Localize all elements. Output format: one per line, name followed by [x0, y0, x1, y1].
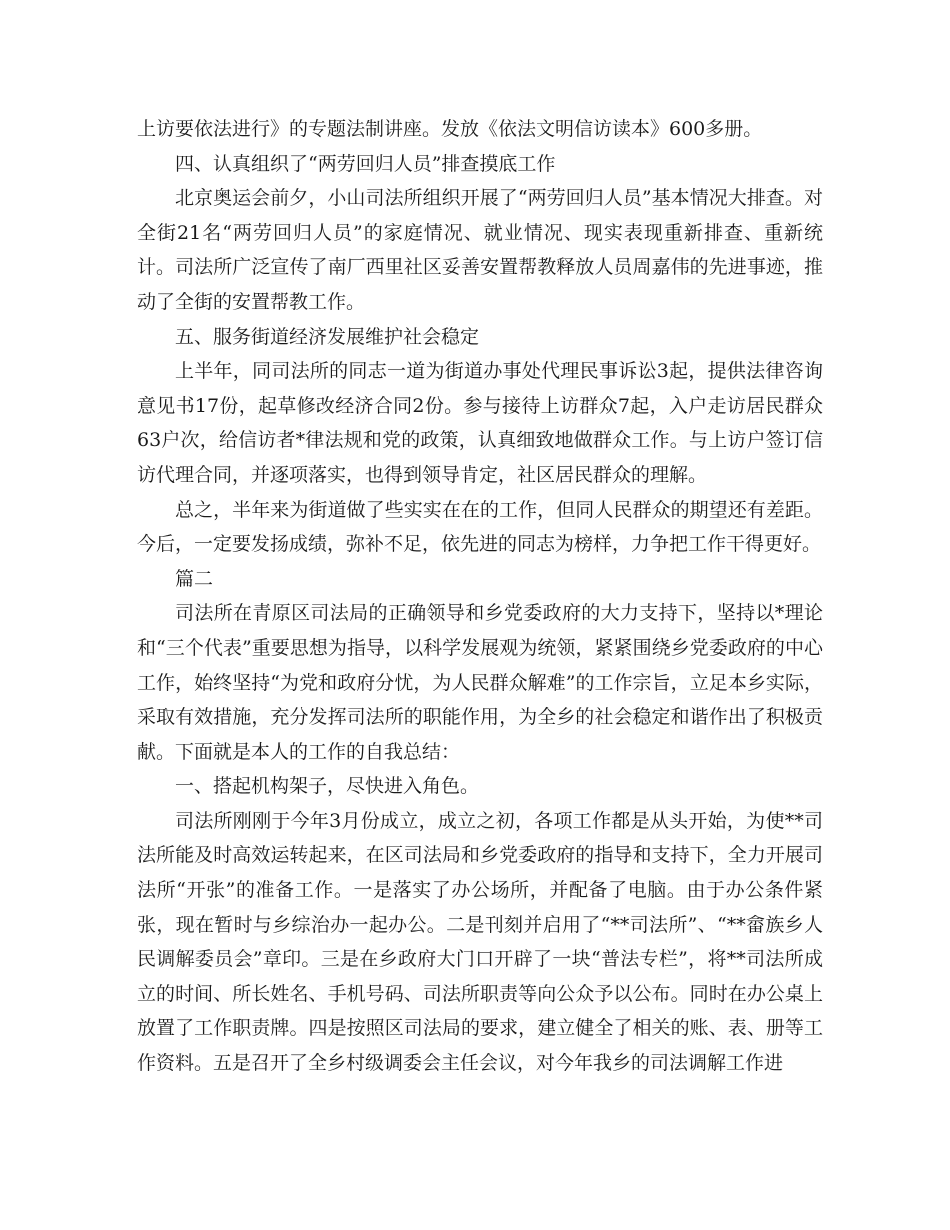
document-body — [137, 112, 823, 1081]
paragraph: 司法所在青原区司法局的正确领导和乡党委政府的大力支持下，坚持以*理论和“三个代表”重要思想为指导，以科学发展观为统领，紧紧围绕乡党委政府的中心工作，始终坚持“为党和政府分忧，为人民群众解难”的工作宗旨，立足本乡实际，采取有效措施，充分发挥司法所的职能作用，为全乡的社会稳定和谐作出了积极贡献。下面就是本人的工作的自我总结： — [137, 602, 823, 763]
paragraph: 上访要依法进行》的专题法制讲座。发放《依法文明信访读本》600多册。 — [137, 118, 763, 140]
section-heading: 一、搭起机构架子，尽快进入角色。 — [175, 775, 480, 798]
section-heading: 五、服务街道经济发展维护社会稳定 — [175, 325, 480, 348]
section-heading: 四、认真组织了“两劳回归人员”排查摸底工作 — [175, 152, 556, 175]
paragraph: 上半年，同司法所的同志一道为街道办事处代理民事诉讼3起，提供法律咨询意见书17份，起草修改经济合同2份。参与接待上访群众7起，入户走访居民群众63户次，给信访者*律法规和党的政策，认真细致地做群众工作。与上访户签订信访代理合同，并逐项落实，也得到领导肯定，社区居民群众的理解。 — [137, 360, 823, 486]
paragraph: 总之，半年来为街道做了些实实在在的工作，但同人民群众的期望还有差距。今后，一定要发扬成绩，弥补不足，依先进的同志为榜样，力争把工作干得更好。 — [137, 498, 823, 556]
part-heading: 篇二 — [175, 567, 214, 590]
paragraph: 北京奥运会前夕，小山司法所组织开展了“两劳回归人员”基本情况大排查。对全街21名“两劳回归人员”的家庭情况、就业情况、现实表现重新排查、重新统计。司法所广泛宣传了南厂西里社区妥善安置帮教释放人员周嘉伟的先进事迹，推动了全街的安置帮教工作。 — [137, 187, 823, 313]
paragraph: 司法所刚刚于今年3月份成立，成立之初，各项工作都是从头开始，为使**司法所能及时高效运转起来，在区司法局和乡党委政府的指导和支持下，全力开展司法所“开张”的准备工作。一是落实了办公场所，并配备了电脑。由于办公条件紧张，现在暂时与乡综治办一起办公。二是刊刻并启用了“**司法所”、“**畲族乡人民调解委员会”章印。三是在乡政府大门口开辟了一块“普法专栏”，将**司法所成立的时间、所长姓名、手机号码、司法所职责等向公众予以公布。同时在办公桌上放置了工作职责牌。四是按照区司法局的要求，建立健全了相关的账、表、册等工作资料。五是召开了全乡村级调委会主任会议，对今年我乡的司法调解工作进 — [137, 809, 823, 1075]
